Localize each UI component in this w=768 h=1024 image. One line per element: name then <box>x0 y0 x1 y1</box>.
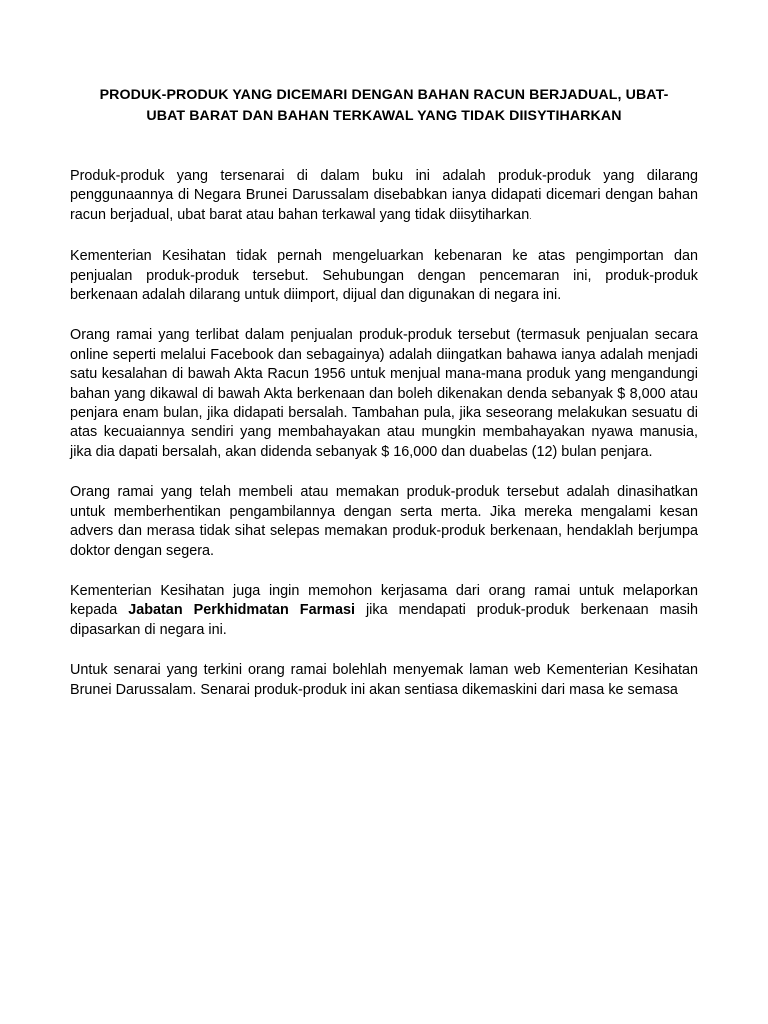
paragraph-5 <box>70 582 698 640</box>
title-line-2: UBAT BARAT DAN BAHAN TERKAWAL YANG TIDAK DIISYTIHARKAN <box>146 108 622 124</box>
pharmacy-department-name: Jabatan Perkhidmatan Farmasi <box>128 602 355 619</box>
paragraph-1 <box>70 167 698 226</box>
paragraph-2: Kementerian Kesihatan tidak pernah mengeluarkan kebenaran ke atas pengimportan dan penjualan produk-produk tersebut. Sehubungan dengan pencemaran ini, produk-produk berkenaan adalah dilarang untuk diimport, dijual dan digunakan di negara ini. <box>70 248 698 304</box>
document-page <box>70 85 698 721</box>
paragraph-3: Orang ramai yang terlibat dalam penjualan produk-produk tersebut (termasuk penjualan secara online seperti melalui Facebook dan sebagainya) adalah diingatkan bahawa ianya adalah menjadi satu kesalahan di bawah Akta Racun 1956 untuk menjual mana-mana produk yang mengandungi bahan yang dikawal di bawah Akta berkenaan dan boleh dikenakan denda sebanyak $ 8,000 atau penjara enam bulan, jika didapati bersalah. Tambahan pula, jika seseorang melakukan sesuatu di atas kecuaiannya sendiri yang membahayakan atau mungkin membahayakan nyawa manusia, jika dia dapati bersalah, akan didenda sebanyak $ 16,000 dan duabelas (12) bulan penjara. <box>70 327 698 460</box>
paragraph-1-end: . <box>529 211 532 221</box>
document-title <box>70 85 698 127</box>
title-line-1: PRODUK-PRODUK YANG DICEMARI DENGAN BAHAN RACUN BERJADUAL, UBAT- <box>99 87 669 103</box>
paragraph-5-before: Kementerian Kesihatan juga ingin memohon kerjasama dari orang ramai untuk melaporkan kepada <box>70 582 698 619</box>
paragraph-6: Untuk senarai yang terkini orang ramai bolehlah menyemak laman web Kementerian Kesihatan Brunei Darussalam. Senarai produk-produk ini akan sentiasa dikemaskini dari masa ke semasa <box>70 662 698 698</box>
paragraph-1-text: Produk-produk yang tersenarai di dalam buku ini adalah produk-produk yang dilarang penggunaannya di Negara Brunei Darussalam disebabkan ianya didapati dicemari dengan bahan racun berjadual, ubat barat atau bahan terkawal yang tidak diisytiharkan <box>70 168 698 223</box>
paragraph-5-after: jika mendapati produk-produk berkenaan masih dipasarkan di negara ini. <box>70 602 698 638</box>
paragraph-4: Orang ramai yang telah membeli atau memakan produk-produk tersebut adalah dinasihatkan untuk memberhentikan pengambilannya dengan serta merta. Jika mereka mengalami kesan advers dan merasa tidak sihat selepas memakan produk-produk berkenaan, hendaklah berjumpa doktor dengan segera. <box>70 484 698 559</box>
